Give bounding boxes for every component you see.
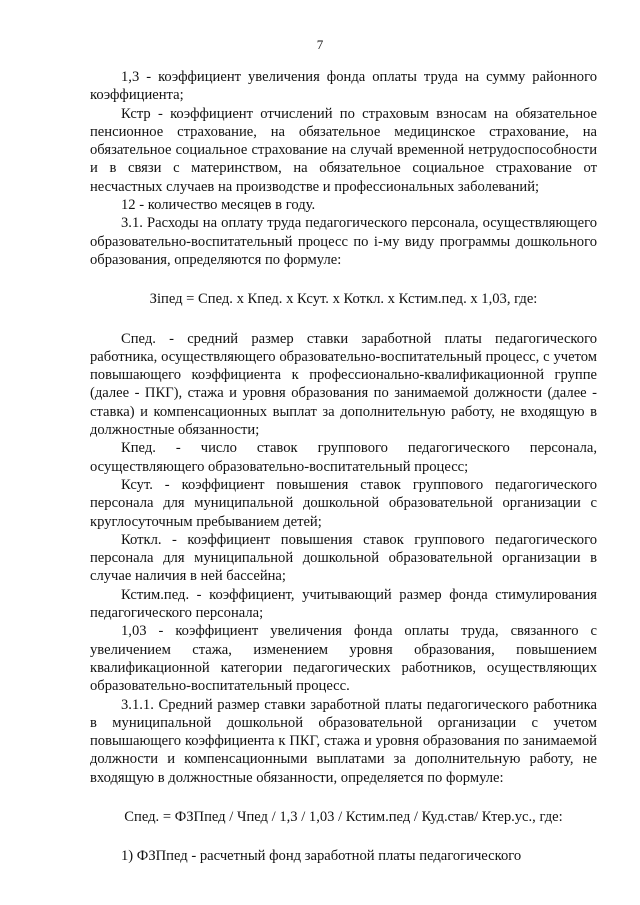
formula-sped: Спед. = ФЗПпед / Чпед / 1,3 / 1,03 / Кстим.пед / Куд.став/ Ктер.ус., где:	[124, 808, 563, 825]
document-body	[90, 68, 597, 866]
paragraph-fzp-ped: 1) ФЗПпед - расчетный фонд заработной платы педагогического	[121, 848, 522, 865]
page-number: 7	[316, 37, 324, 52]
formula-zi-ped: Зiпед = Спед. х Кпед. х Ксут. х Коткл. х Кстим.пед. х 1,03, где:	[149, 291, 538, 308]
paragraph-coefficient-1-03: 1,03 - коэффициент увеличения фонда оплаты труда, связанного с увеличением стажа, изменением уровня образования, повышением квалификационной категории педагогических работников, осуществляющих образовательно-воспитательный процесс.	[90, 623, 597, 695]
paragraph-sped: Спед. - средний размер ставки заработной платы педагогического работника, осуществляющего образовательно-воспитательный процесс, с учетом повышающего коэффициента к профессионально-квалификационной группе (далее - ПКГ), стажа и уровня образования по занимаемой должности (далее - ставка) и компенсационных выплат за дополнительную работу, не входящую в должностные обязанности;	[90, 330, 597, 439]
paragraph-months: 12 - количество месяцев в году.	[121, 197, 316, 214]
paragraph-kotkl: Коткл. - коэффициент повышения ставок группового педагогического персонала для муниципальной дошкольной образовательной организации в случае наличия в ней бассейна;	[90, 531, 597, 585]
paragraph-kstr: Кстр - коэффициент отчислений по страховым взносам на обязательное пенсионное страхование, на обязательное медицинское страхование, на обязательное социальное страхование на случай временной нетрудоспособности и в связи с материнством, на обязательное социальное страхование от несчастных случаев на производстве и профессиональных заболеваний;	[90, 105, 597, 195]
paragraph-coefficient-1-3: 1,3 - коэффициент увеличения фонда оплаты труда на сумму районного коэффициента;	[90, 69, 597, 104]
paragraph-3-1: 3.1. Расходы на оплату труда педагогического персонала, осуществляющего образовательно-воспитательный процесс по i-му виду программы дошкольного образования, определяются по формуле:	[90, 215, 597, 268]
paragraph-kped: Кпед. - число ставок группового педагогического персонала, осуществляющего образовательно-воспитательный процесс;	[90, 440, 597, 475]
paragraph-ksut: Ксут. - коэффициент повышения ставок группового педагогического персонала для муниципальной дошкольной образовательной организации с круглосуточным пребыванием детей;	[90, 476, 597, 530]
paragraph-kstim: Кстим.пед. - коэффициент, учитывающий размер фонда стимулирования педагогического персонала;	[90, 586, 597, 622]
paragraph-3-1-1: 3.1.1. Средний размер ставки заработной платы педагогического работника в муниципальной дошкольной образовательной организации с учетом повышающего коэффициента к ПКГ, стажа и уровня образования по занимаемой должности и компенсационными выплатами за дополнительную работу, не входящую в должностные обязанности, определяется по формуле:	[90, 696, 597, 786]
